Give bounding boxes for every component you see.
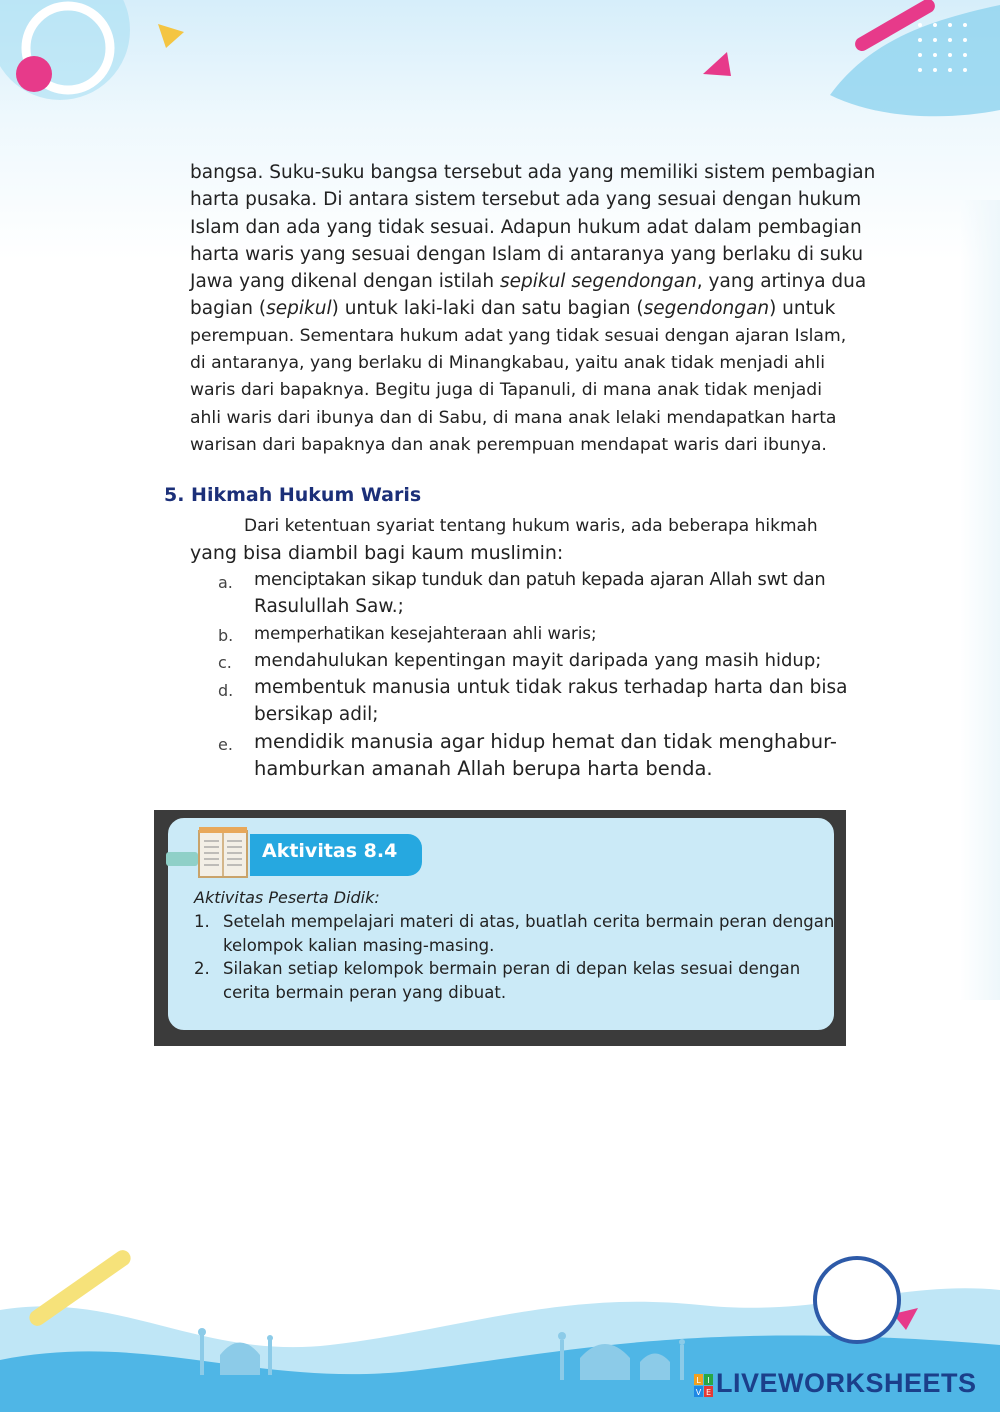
text-run: Jawa yang dikenal dengan istilah xyxy=(190,271,500,293)
list-marker: a. xyxy=(218,573,233,592)
list-item xyxy=(218,620,838,647)
book-icon xyxy=(195,825,250,881)
list-text: bersikap adil; xyxy=(254,704,379,725)
text-run: ) untuk xyxy=(769,298,836,320)
activity-subtitle: Aktivitas Peserta Didik: xyxy=(194,888,380,907)
activity-text: Setelah mempelajari materi di atas, buatlah cerita bermain peran dengan xyxy=(223,912,835,931)
list-marker: d. xyxy=(218,681,234,700)
section-intro xyxy=(190,513,830,567)
activity-text: kelompok kalian masing-masing. xyxy=(223,935,495,955)
hikmah-list xyxy=(218,566,848,782)
intro-line: yang bisa diambil bagi kaum muslimin: xyxy=(190,542,564,564)
paragraph-line: ahli waris dari ibunya dan di Sabu, di mana anak lelaki mendapatkan harta xyxy=(190,407,837,428)
activity-title: Aktivitas 8.4 xyxy=(262,840,398,862)
paragraph-line: harta pusaka. Di antara sistem tersebut ada yang sesuai dengan hukum xyxy=(190,189,862,211)
intro-line: Dari ketentuan syariat tentang hukum waris, ada beberapa hikmah xyxy=(244,516,818,536)
logo-letter: L xyxy=(696,1376,701,1385)
list-item xyxy=(218,566,838,620)
paragraph-line: harta waris yang sesuai dengan Islam di antaranya yang berlaku di suku xyxy=(190,243,864,265)
logo-letter: I xyxy=(707,1376,710,1385)
paragraph-line xyxy=(190,295,840,322)
logo-letter: E xyxy=(705,1388,712,1397)
paragraph-line: waris dari bapaknya. Begitu juga di Tapanuli, di mana anak tidak menjadi xyxy=(190,380,822,401)
italic-term: segendongan xyxy=(643,298,770,320)
paragraph-line: Islam dan ada yang tidak sesuai. Adapun hukum adat dalam pembagian xyxy=(190,216,862,238)
page-number-circle xyxy=(813,1256,901,1344)
hand-pointer-icon xyxy=(166,852,198,866)
list-item xyxy=(218,647,838,674)
activity-list xyxy=(194,910,835,1004)
activity-item xyxy=(194,957,824,1004)
list-marker: c. xyxy=(218,653,232,672)
list-marker: b. xyxy=(218,626,234,645)
text-run: bagian ( xyxy=(190,298,267,320)
list-item xyxy=(218,728,838,782)
list-text: menciptakan sikap tunduk dan patuh kepada ajaran Allah swt dan xyxy=(254,569,826,590)
list-marker: e. xyxy=(218,735,233,754)
paragraph-line: warisan dari bapaknya dan anak perempuan mendapat waris dari ibunya. xyxy=(190,434,827,455)
logo-letter: V xyxy=(695,1388,702,1397)
activity-text: cerita bermain peran yang dibuat. xyxy=(223,982,507,1002)
list-text: membentuk manusia untuk tidak rakus terhadap harta dan bisa xyxy=(254,677,848,698)
paragraph-line: bangsa. Suku-suku bangsa tersebut ada yang memiliki sistem pembagian xyxy=(190,162,876,183)
paragraph-line: perempuan. Sementara hukum adat yang tidak sesuai dengan ajaran Islam, xyxy=(190,325,847,346)
list-text: mendidik manusia agar hidup hemat dan tidak menghabur- xyxy=(254,730,837,753)
list-text: memperhatikan kesejahteraan ahli waris; xyxy=(254,624,597,643)
activity-number: 1. xyxy=(194,912,210,931)
paragraph-line: di antaranya, yang berlaku di Minangkabau, yaitu anak tidak menjadi ahli xyxy=(190,353,825,374)
list-text: Rasulullah Saw.; xyxy=(254,596,404,617)
activity-item xyxy=(194,910,835,957)
body-paragraph xyxy=(190,159,876,459)
list-item xyxy=(218,674,848,728)
activity-number: 2. xyxy=(194,959,210,978)
list-text: hamburkan amanah Allah berupa harta benda. xyxy=(254,757,713,780)
italic-term: sepikul xyxy=(266,298,332,320)
list-text: mendahulukan kepentingan mayit daripada yang masih hidup; xyxy=(254,650,822,671)
activity-text: Silakan setiap kelompok bermain peran di depan kelas sesuai dengan xyxy=(223,959,801,978)
italic-term: sepikul segendongan xyxy=(499,271,697,293)
section-heading: 5. Hikmah Hukum Waris xyxy=(164,484,422,506)
text-run: ) untuk laki-laki dan satu bagian ( xyxy=(331,298,644,320)
liveworksheets-logo-icon xyxy=(694,1374,714,1398)
paragraph-line xyxy=(190,268,867,295)
liveworksheets-brand[interactable]: LIVEWORKSHEETS xyxy=(716,1368,977,1398)
text-run: , yang artinya dua xyxy=(696,271,867,293)
